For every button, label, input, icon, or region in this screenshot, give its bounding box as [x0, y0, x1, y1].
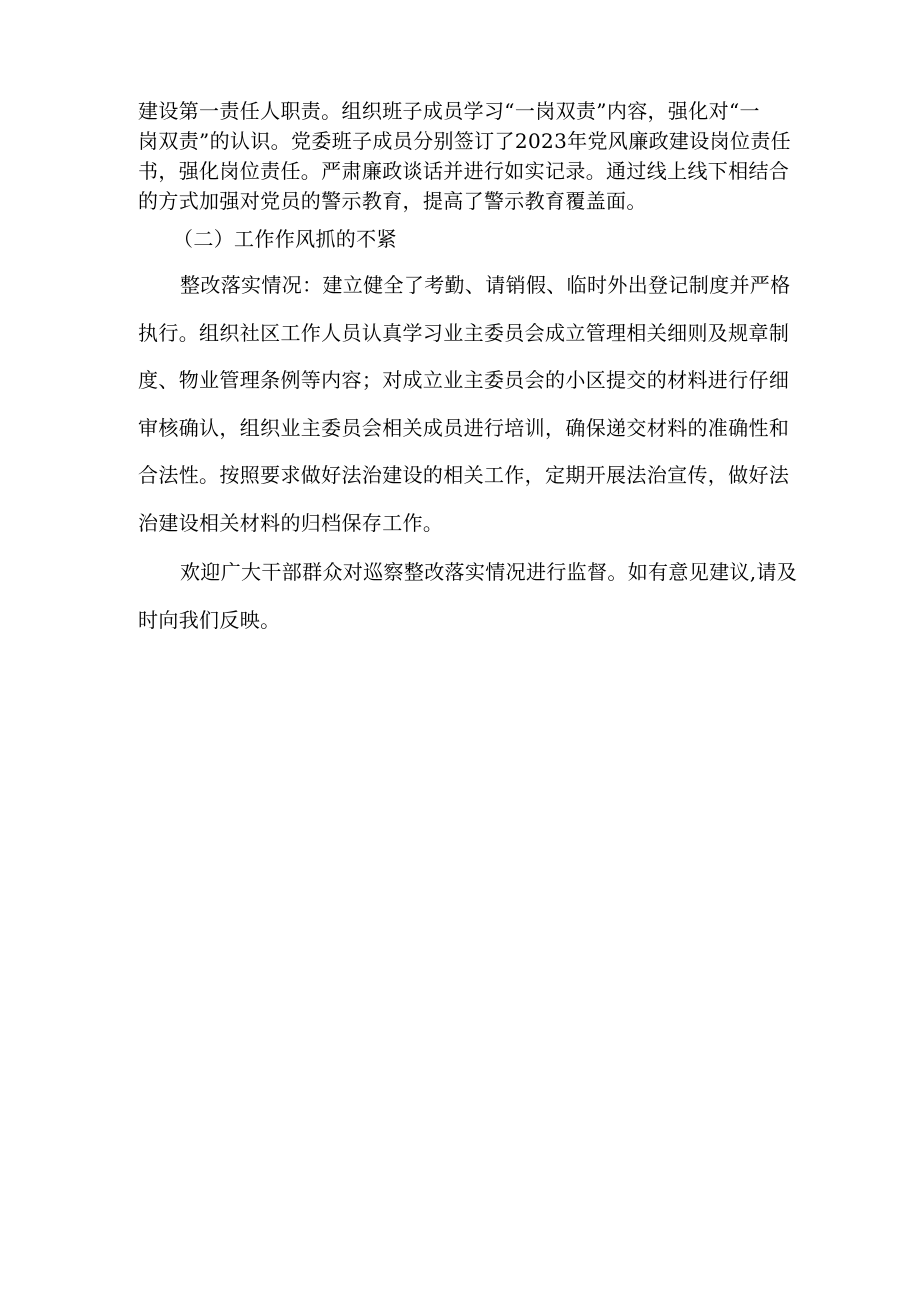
paragraph-line: 度、物业管理条例等内容；对成立业主委员会的小区提交的材料进行仔细 — [138, 368, 790, 392]
paragraph-rectification-status — [138, 268, 791, 553]
paragraph-line: 治建设相关材料的归档保存工作。 — [138, 510, 444, 535]
paragraph-line: 整改落实情况：建立健全了考勤、请销假、临时外出登记制度并严格 — [180, 273, 791, 297]
paragraph-line: 合法性。按照要求做好法治建设的相关工作，定期开展法治宣传，做好法 — [138, 463, 790, 487]
paragraph-supervision-welcome — [138, 555, 798, 650]
paragraph-line: 执行。组织社区工作人员认真学习业主委员会成立管理相关细则及规章制 — [138, 320, 790, 345]
paragraph-line: 审核确认，组织业主委员会相关成员进行培训，确保递交材料的准确性和 — [138, 415, 790, 440]
paragraph-line: 书，强化岗位责任。严肃廉政谈话并进行如实记录。通过线上线下相结合 — [138, 159, 790, 183]
paragraph-line: 时向我们反映。 — [138, 607, 281, 632]
paragraph-line: 的方式加强对党员的警示教育，提高了警示教育覆盖面。 — [138, 189, 647, 213]
paragraph-line: 岗双责”的认识。党委班子成员分别签订了2023年党风廉政建设岗位责任 — [138, 129, 792, 153]
paragraph-line: 欢迎广大干部群众对巡察整改落实情况进行监督。如有意见建议,请及 — [180, 560, 798, 584]
paragraph-party-responsibility — [138, 96, 792, 216]
section-heading-text: （二）工作作风抓的不紧 — [173, 227, 397, 251]
paragraph-line: 建设第一责任人职责。组织班子成员学习“一岗双责”内容，强化对“一 — [138, 99, 760, 123]
section-heading — [138, 224, 788, 254]
